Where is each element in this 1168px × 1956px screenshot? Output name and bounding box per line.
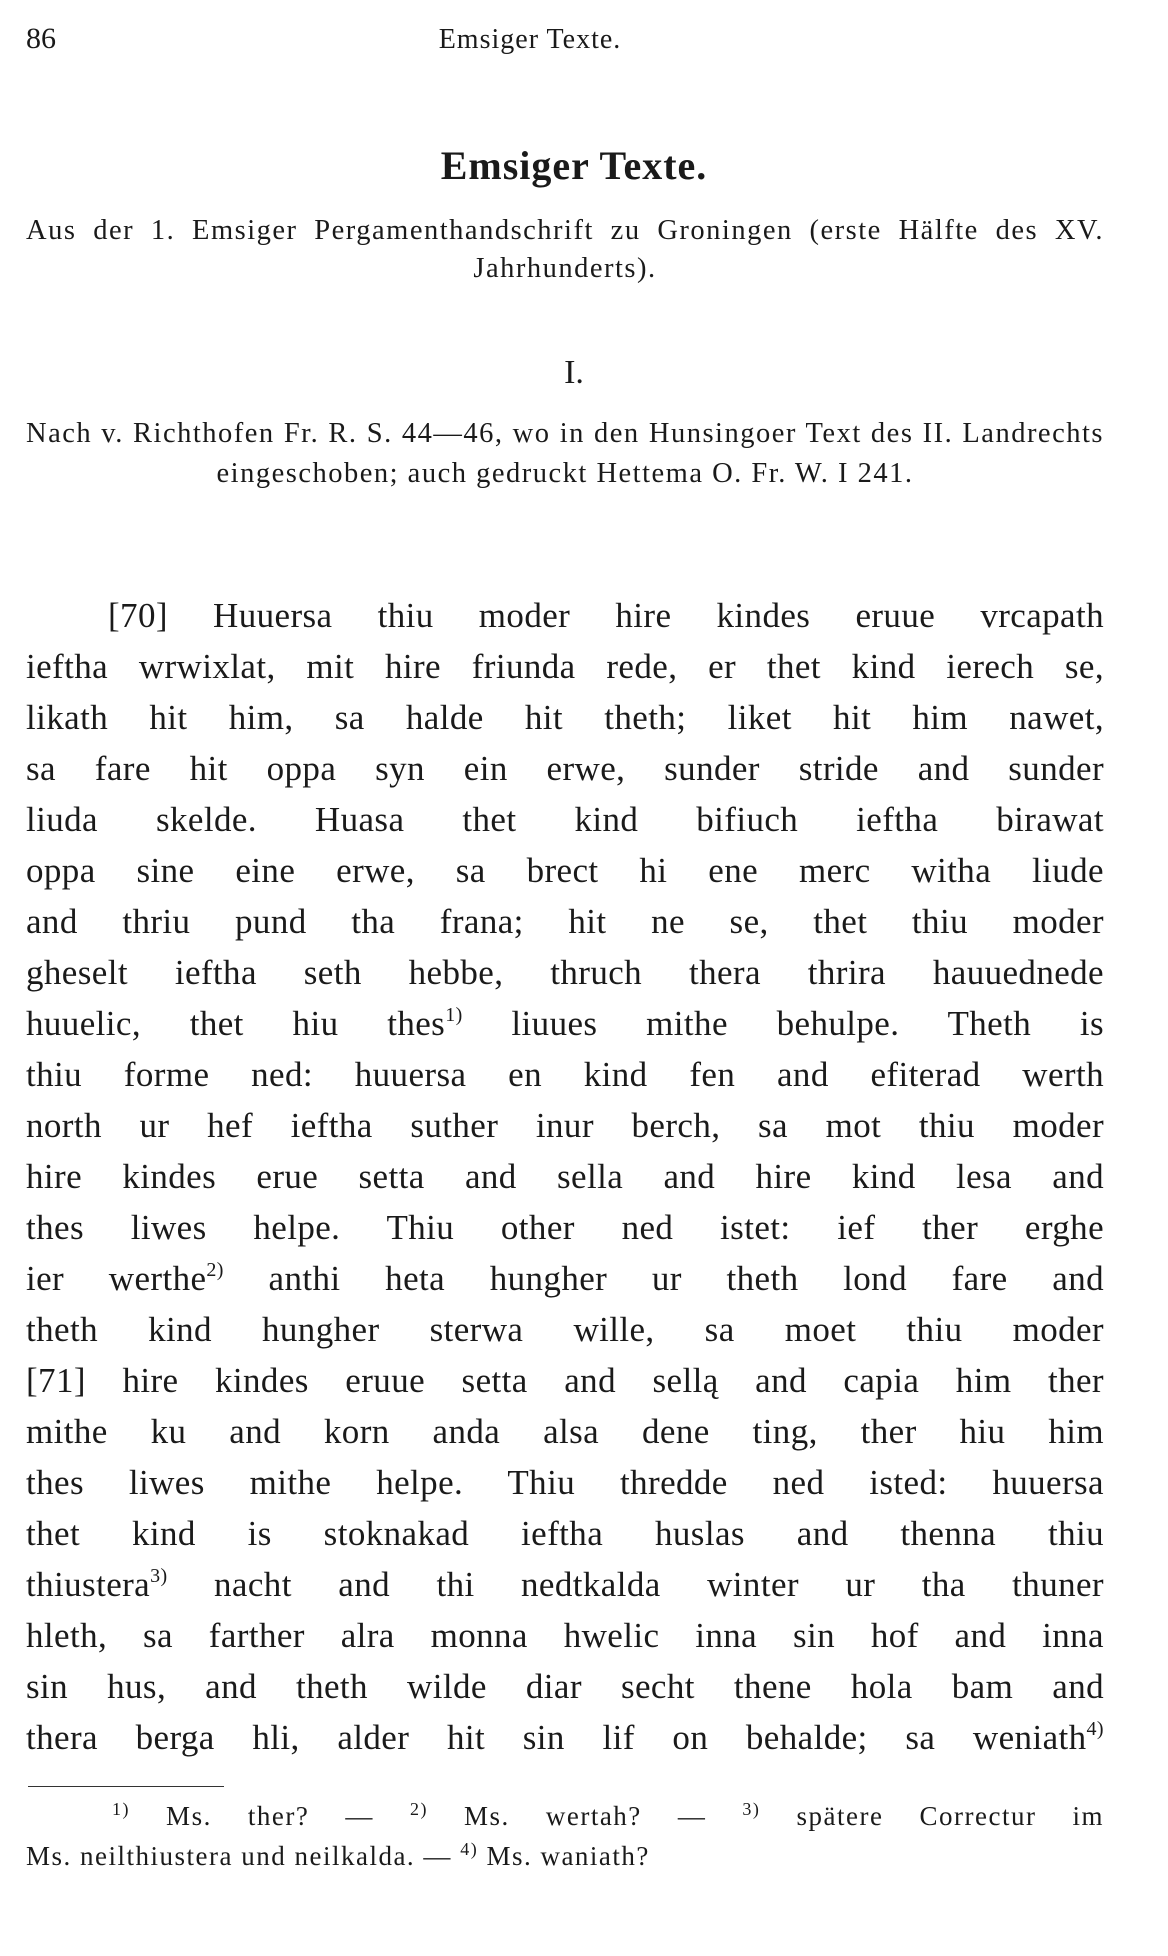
footnote-marker[interactable]: 4) (460, 1839, 479, 1859)
body-line (26, 896, 1104, 947)
text-segment: ier werthe (26, 1259, 207, 1298)
body-line (26, 1253, 1104, 1304)
section-number: I. (564, 354, 584, 391)
body-line (26, 1355, 1104, 1406)
body-line (26, 794, 1104, 845)
body-line (26, 1406, 1104, 1457)
footnote-marker[interactable]: 1) (445, 1004, 463, 1026)
footnotes (26, 1796, 1104, 1876)
running-head (26, 22, 1104, 62)
body-line (26, 1661, 1104, 1712)
footnote-divider (28, 1786, 224, 1787)
text-segment: ieftha wrwixlat, mit hire friunda rede, er thet kind ierech se, (26, 647, 1104, 686)
body-line (26, 590, 1104, 641)
intro-note: Nach v. Richthofen Fr. R. S. 44—46, wo in den Hunsingoer Text des II. Landrechts eingeschoben; auch gedruckt Hettema O. Fr. W. I 241. (26, 418, 1104, 489)
text-segment: thes liwes mithe helpe. Thiu thredde ned isted: huuersa (26, 1463, 1104, 1502)
text-segment: thiu forme ned: huuersa en kind fen and efiterad werth (26, 1055, 1104, 1094)
text-segment: liuda skelde. Huasa thet kind bifiuch ieftha birawat (26, 800, 1104, 839)
body-line (26, 1457, 1104, 1508)
body-line (26, 998, 1104, 1049)
text-segment: mithe ku and korn anda alsa dene ting, ther hiu him (26, 1412, 1104, 1451)
text-segment: thes liwes helpe. Thiu other ned istet: ief ther erghe (26, 1208, 1104, 1247)
page-number: 86 (26, 22, 56, 55)
running-title: Emsiger Texte. (438, 24, 622, 55)
text-segment: theth kind hungher sterwa wille, sa moet thiu moder (26, 1310, 1104, 1349)
text-segment: [71] hire kindes eruue setta and sellą and capia him ther (26, 1361, 1104, 1400)
text-segment: [70] Huuersa thiu moder hire kindes eruue vrcapath (108, 596, 1104, 635)
text-segment: liuues mithe behulpe. Theth is (462, 1004, 1105, 1043)
footnote-marker[interactable]: 2) (206, 1259, 224, 1281)
text-segment: thiustera (26, 1565, 151, 1604)
text-segment: Ms. waniath? (478, 1841, 650, 1871)
text-segment: hleth, sa farther alra monna hwelic inna sin hof and inna (26, 1616, 1104, 1655)
body-line (26, 1508, 1104, 1559)
body-line (26, 641, 1104, 692)
footnote-line (26, 1796, 1104, 1836)
source-description: Aus der 1. Emsiger Pergamenthandschrift zu Groningen (erste Hälfte des XV. Jahrhunderts). (26, 215, 1104, 284)
text-segment: likath hit him, sa halde hit theth; liket hit him nawet, (26, 698, 1104, 737)
body-line (26, 1049, 1104, 1100)
footnote-marker[interactable]: 3) (742, 1799, 761, 1819)
text-segment: sa fare hit oppa syn ein erwe, sunder stride and sunder (26, 749, 1104, 788)
body-line (26, 1304, 1104, 1355)
body-line (26, 692, 1104, 743)
footnote-line (26, 1836, 1104, 1876)
body-line (26, 1151, 1104, 1202)
body-line (26, 743, 1104, 794)
text-segment: Ms. neilthiustera und neilkalda. — (26, 1841, 461, 1871)
body-line (26, 947, 1104, 998)
text-segment: thera berga hli, alder hit sin lif on behalde; sa weniath (26, 1718, 1087, 1757)
text-segment: thet kind is stoknakad ieftha huslas and thenna thiu (26, 1514, 1104, 1553)
text-segment: spätere Correctur im (760, 1801, 1105, 1831)
text-segment: nacht and thi nedtkalda winter ur tha thuner (167, 1565, 1104, 1604)
footnote-marker[interactable]: 2) (409, 1799, 428, 1819)
text-segment: anthi heta hungher ur theth lond fare and (223, 1259, 1105, 1298)
text-segment: oppa sine eine erwe, sa brect hi ene merc witha liude (26, 851, 1104, 890)
footnote-marker[interactable]: 4) (1086, 1718, 1104, 1740)
text-segment: and thriu pund tha frana; hit ne se, thet thiu moder (26, 902, 1104, 941)
text-segment: Ms. ther? — (130, 1801, 410, 1831)
text-segment: sin hus, and theth wilde diar secht thene hola bam and (26, 1667, 1104, 1706)
body-line (26, 1559, 1104, 1610)
text-segment: gheselt ieftha seth hebbe, thruch thera thrira hauuednede (26, 953, 1104, 992)
page-title: Emsiger Texte. (440, 143, 708, 188)
body-line (26, 1712, 1104, 1763)
text-segment: Ms. wertah? — (427, 1801, 743, 1831)
body-line (26, 1202, 1104, 1253)
body-line (26, 1610, 1104, 1661)
text-segment: north ur hef ieftha suther inur berch, sa mot thiu moder (26, 1106, 1104, 1145)
footnote-marker[interactable]: 3) (150, 1565, 168, 1587)
body-line (26, 845, 1104, 896)
text-segment: huuelic, thet hiu thes (26, 1004, 446, 1043)
text-segment: hire kindes erue setta and sella and hire kind lesa and (26, 1157, 1104, 1196)
footnote-marker[interactable]: 1) (112, 1799, 130, 1819)
body-text (26, 590, 1104, 1763)
body-line (26, 1100, 1104, 1151)
